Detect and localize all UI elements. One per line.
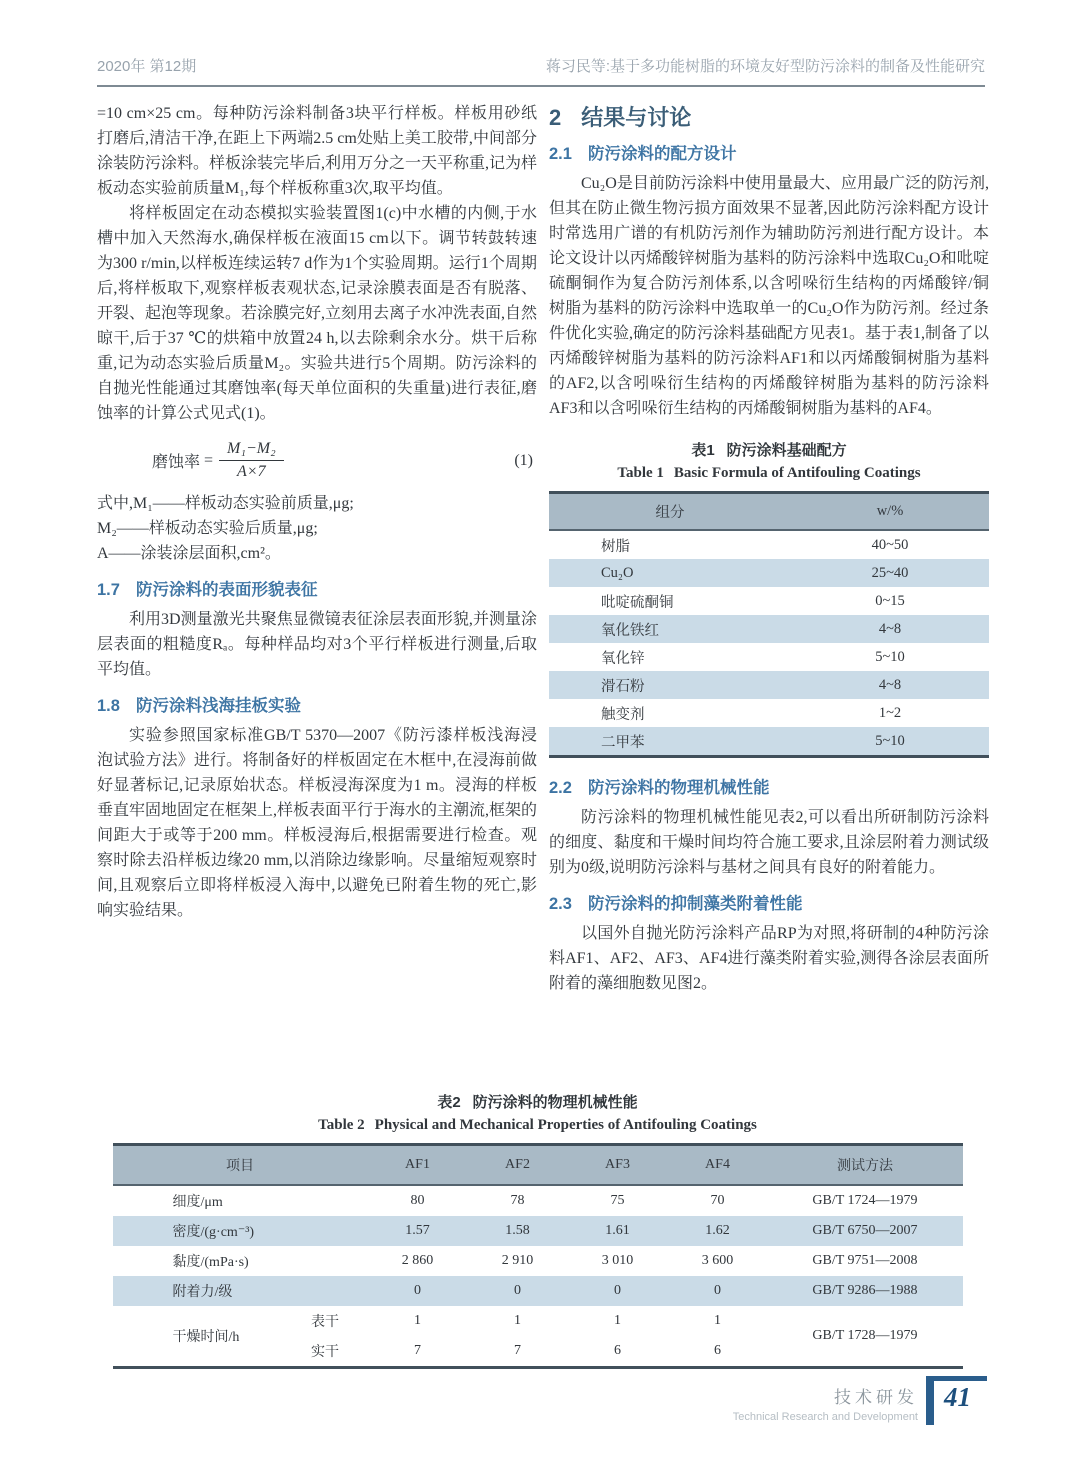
table1-row [549, 615, 989, 643]
table1-row [549, 587, 989, 615]
table2-header-af4: AF4 [668, 1145, 768, 1186]
table2-caption-en: Table 2 Physical and Mechanical Properties of Antifouling Coatings [318, 1117, 757, 1133]
page-footer [733, 1376, 987, 1425]
fraction-numerator: M₁−M₂ [219, 440, 284, 461]
property-value: 7 [414, 1343, 421, 1358]
table1-header-component: 组分 [549, 493, 791, 531]
component-weight: 5~10 [875, 648, 905, 665]
table2-row [113, 1276, 963, 1306]
table2-body [113, 1185, 963, 1368]
paragraph-algae-adhesion: 以国外自抛光防污涂料产品RP为对照,将研制的4种防污涂料AF1、AF2、AF3、AF4进行藻类附着实验,测得各涂层表面所附着的藻细胞数见图2。 [549, 925, 989, 992]
section-2-3-heading: 2.3 防污涂料的抑制藻类附着性能 [549, 895, 803, 913]
table1-caption-en: Table 1 Basic Formula of Antifouling Coatings [617, 465, 921, 481]
component-weight: 5~10 [791, 727, 989, 757]
table2-header-item: 项目 [113, 1145, 368, 1186]
property-value: 0 [468, 1276, 568, 1306]
paragraph-specimen-prep: =10 cm×25 cm。每种防污涂料制备3块平行样板。样板用砂纸打磨后,清洁干净,在距上下两端2.5 cm处贴上美工胶带,中间部分涂装防污涂料。样板涂装完毕后,利用万分之一天平称重,记为样板动态实验前质量M₁,每个样板称重3次,取平均值。 [97, 105, 538, 197]
formula-fraction [219, 440, 284, 481]
table2-row [113, 1306, 963, 1336]
table1-header-weight: w/% [791, 493, 989, 531]
property-value: 0 [568, 1276, 668, 1306]
test-method: GB/T 1728—1979 [812, 1328, 918, 1343]
table1-row [549, 699, 989, 727]
table1-row [549, 530, 989, 559]
table1-row [549, 559, 989, 587]
section-2-2-heading: 2.2 防污涂料的物理机械性能 [549, 779, 770, 797]
component-weight: 40~50 [871, 536, 909, 553]
body-columns [0, 87, 1075, 1063]
component-weight: 1~2 [878, 704, 902, 721]
paragraph-formula-design: Cu₂O是目前防污涂料中使用量最大、应用最广泛的防污剂,但其在防止微生物污损方面效果不显著,因此防污涂料配方设计时常选用广谱的有机防污剂作为辅助防污剂进行配方设计。本论文设计以丙烯酸锌树脂为基料的防污涂料中选取Cu₂O和吡啶硫酮铜作为复合防污剂体系,以含吲哚衍生结构的丙烯酸锌/铜树脂为基料的防污涂料中选取单一的Cu₂O作为防污剂。经过条件优化实验,确定的防污涂料基础配方见表1。基于表1,制备了以丙烯酸锌树脂为基料的防污涂料AF1和以丙烯酸铜树脂为基料的AF2,以含吲哚衍生结构的丙烯酸锌树脂为基料的防污涂料AF3和以含吲哚衍生结构的丙烯酸铜树脂为基料的AF4。 [549, 175, 990, 417]
formula-equals: = [204, 451, 214, 469]
component-name: Cu₂O [549, 559, 791, 587]
property-value: 75 [610, 1193, 625, 1208]
property-value: 1 [514, 1313, 521, 1328]
footer-section [733, 1383, 918, 1425]
table2-row [113, 1246, 963, 1276]
table1-row [549, 671, 989, 699]
formula-lhs: 磨蚀率 [152, 454, 201, 471]
test-method: GB/T 1724—1979 [812, 1193, 918, 1208]
property-name: 密度/(g·cm⁻³) [113, 1216, 368, 1246]
property-name: 黏度/(mPa·s) [172, 1255, 249, 1270]
fraction-denominator: A×7 [237, 463, 266, 480]
component-weight: 4~8 [791, 671, 989, 699]
property-value: 3 010 [601, 1253, 634, 1268]
property-name: 干燥时间/h [172, 1330, 240, 1345]
component-name: 氧化锌 [601, 650, 645, 667]
property-value: 6 [714, 1343, 721, 1358]
left-column [97, 101, 537, 1063]
table1-row [549, 643, 989, 671]
footer-section-en: Technical Research and Development [732, 1411, 918, 1423]
component-name: 吡啶硫酮铜 [601, 594, 674, 611]
table1 [549, 491, 989, 758]
property-value: 80 [410, 1193, 425, 1208]
property-name: 细度/μm [172, 1195, 223, 1210]
property-value: 2 860 [401, 1253, 434, 1268]
property-value: 1 [414, 1313, 421, 1328]
property-value: 2 910 [501, 1253, 534, 1268]
component-weight: 0~15 [875, 592, 905, 609]
component-name: 滑石粉 [549, 671, 791, 699]
table2-row [113, 1185, 963, 1216]
property-value: 78 [510, 1193, 525, 1208]
where-line: 式中,M₁——样板动态实验前质量,μg; [97, 495, 354, 512]
property-value: 1.62 [668, 1216, 768, 1246]
running-title: 蒋习民等:基于多功能树脂的环境友好型防污涂料的制备及性能研究 [545, 58, 985, 75]
where-line: M₂——样板动态实验后质量,μg; [97, 520, 318, 537]
component-name: 二甲苯 [549, 727, 791, 757]
property-value: 0 [368, 1276, 468, 1306]
component-name: 触变剂 [601, 706, 645, 723]
page-number-box [926, 1376, 987, 1425]
test-method: GB/T 6750—2007 [768, 1216, 963, 1246]
component-weight: 25~40 [791, 559, 989, 587]
table2-block [113, 1091, 963, 1369]
component-weight: 4~8 [791, 615, 989, 643]
component-name: 氧化铁红 [549, 615, 791, 643]
table2-caption-cn: 表2 防污涂料的物理机械性能 [437, 1094, 638, 1111]
table2-header-method: 测试方法 [768, 1145, 963, 1186]
table1-row [549, 727, 989, 757]
property-value: 6 [614, 1343, 621, 1358]
section-1-8-heading: 1.8 防污涂料浅海挂板实验 [97, 697, 301, 715]
property-subname: 实干 [311, 1345, 339, 1360]
property-value: 1 [614, 1313, 621, 1328]
property-subname: 表干 [311, 1315, 339, 1330]
property-name: 附着力/级 [113, 1276, 368, 1306]
paragraph-dynamic-test: 将样板固定在动态模拟实验装置图1(c)中水槽的内侧,于水槽中加入天然海水,确保样板在液面15 cm以下。调节转鼓转速为300 r/min,以样板连续运转7 d作为1个实验周期。运行1个周期后,将样板取下,观察样板表观状态,记录涂膜表面是否有脱落、开裂、起泡等现象。若涂膜完好,立刻用去离子水冲洗表面,自然晾干,后于37 ℃的烘箱中放置24 h,以去除剩余水分。烘干后称重,记为动态实验后质量M₂。实验共进行5个周期。防污涂料的自抛光性能通过其磨蚀率(每天单位面积的失重量)进行表征,磨蚀率的计算公式见式(1)。 [97, 205, 538, 422]
table2-row [113, 1216, 963, 1246]
table1-body [549, 530, 989, 757]
paragraph-mechanical-properties: 防污涂料的物理机械性能见表2,可以看出所研制防污涂料的细度、黏度和干燥时间均符合施工要求,且涂层附着力测试级别为0级,说明防污涂料与基材之间具有良好的附着能力。 [549, 809, 989, 876]
paragraph-surface-morphology: 利用3D测量激光共聚焦显微镜表征涂层表面形貌,并测量涂层表面的粗糙度Rₐ。每种样品均对3个平行样板进行测量,后取平均值。 [97, 611, 537, 678]
where-line: A——涂装涂层面积,cm²。 [97, 545, 281, 562]
table2-header-af1: AF1 [368, 1145, 468, 1186]
erosion-rate-formula [97, 440, 537, 481]
property-value: 1.58 [468, 1216, 568, 1246]
table2-header-af3: AF3 [568, 1145, 668, 1186]
property-value: 1.61 [568, 1216, 668, 1246]
test-method: GB/T 9751—2008 [812, 1253, 918, 1268]
table2 [113, 1143, 963, 1369]
journal-issue: 2020年 第12期 [97, 58, 197, 75]
formula-definitions [97, 491, 537, 566]
component-name: 树脂 [601, 538, 630, 555]
paragraph-panel-immersion: 实验参照国家标准GB/T 5370—2007《防污漆样板浅海浸泡试验方法》进行。将制备好的样板固定在木框中,在浸海前做好显著标记,记录原始状态。样板浸海深度为1 m。浸海的样板垂直牢固地固定在框架上,样板表面平行于海水的主潮流,框架的间距大于或等于200 mm。样板浸海后,根据需要进行检查。观察时除去沿样板边缘20 mm,以消除边缘影响。尽量缩短观察时间,且观察后立即将样板浸入海中,以避免已附着生物的死亡,影响实验结果。 [97, 727, 538, 919]
section-2-heading: 2 结果与讨论 [549, 105, 692, 130]
table1-header-row [549, 493, 989, 531]
section-2-1-heading: 2.1 防污涂料的配方设计 [549, 145, 737, 163]
right-column [549, 101, 989, 1063]
section-1-7-heading: 1.7 防污涂料的表面形貌表征 [97, 581, 318, 599]
property-value: 3 600 [701, 1253, 734, 1268]
property-value: 1.57 [368, 1216, 468, 1246]
running-head [0, 0, 1075, 76]
table1-caption-cn: 表1 防污涂料基础配方 [691, 442, 847, 459]
property-value: 1 [714, 1313, 721, 1328]
footer-section-cn: 技术研发 [834, 1388, 918, 1407]
page-number: 41 [944, 1381, 971, 1412]
property-value: 0 [668, 1276, 768, 1306]
table2-header-af2: AF2 [468, 1145, 568, 1186]
table2-header-row [113, 1145, 963, 1186]
equation-number: (1) [514, 451, 533, 469]
property-value: 7 [514, 1343, 521, 1358]
property-value: 70 [710, 1193, 725, 1208]
test-method: GB/T 9286—1988 [768, 1276, 963, 1306]
